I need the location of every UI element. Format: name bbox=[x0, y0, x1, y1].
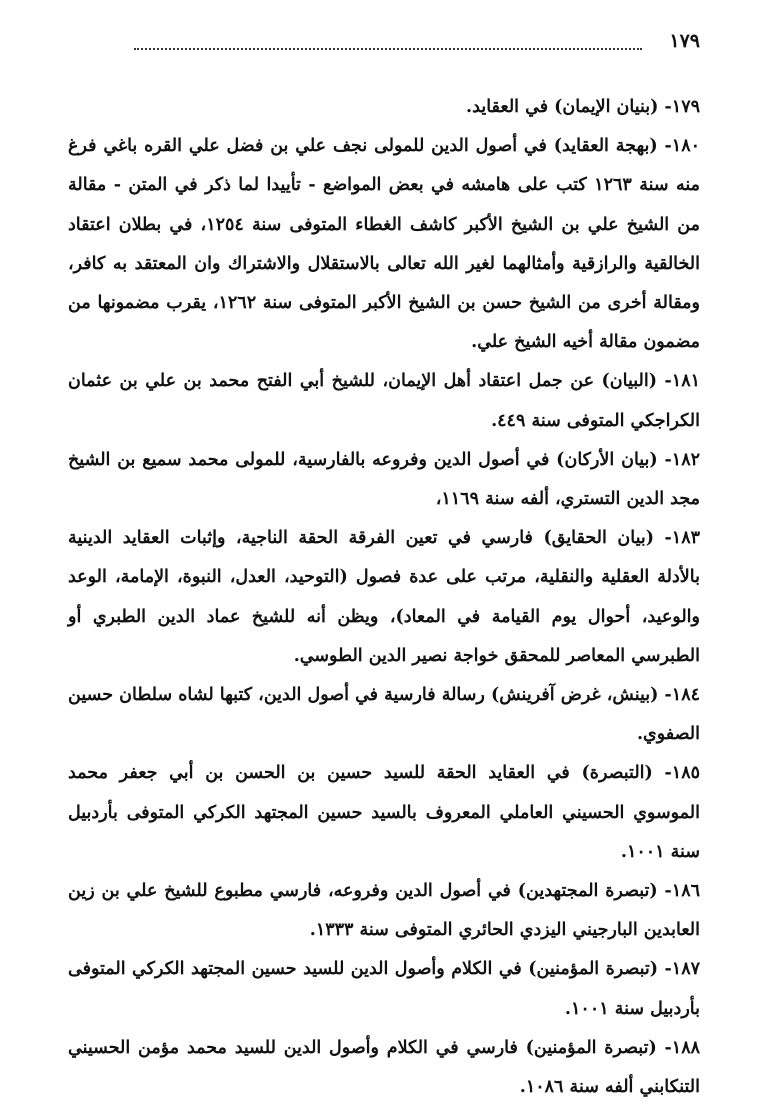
entry-185: ١٨٥- (التبصرة) في العقايد الحقة للسيد حسين بن الحسن بن أبي جعفر محمد الموسوي الحسيني العاملي المعروف بالسيد حسين المجتهد الكركي المتوفى بأردبيل سنة ١٠٠١. bbox=[68, 763, 700, 862]
entries-list bbox=[68, 88, 700, 1107]
entry-183: ١٨٣- (بيان الحقايق) فارسي في تعين الفرقة الحقة الناجية، وإثبات العقايد الدينية بالأدلة العقلية والنقلية، مرتب على عدة فصول (التوحيد، العدل، النبوة، الإمامة، الوعد والوعيد، أحوال يوم القيامة في المعاد)، ويظن أنه للشيخ عماد الدين الطبري أو الطبرسي المعاصر للمحقق خواجة نصير الدين الطوسي. bbox=[68, 528, 700, 666]
entry-182: ١٨٢- (بيان الأركان) في أصول الدين وفروعه بالفارسية، للمولى محمد سميع بن الشيخ مجد الدين التستري، ألفه سنة ١١٦٩، bbox=[68, 449, 700, 510]
entry-180: ١٨٠- (بهجة العقايد) في أصول الدين للمولى نجف علي بن فضل علي القره باغي فرغ منه سنة ١٢٦٣ كتب على هامشه في بعض المواضع - تأييدا لما ذكر في المتن - مقالة من الشيخ علي بن الشيخ الأكبر كاشف الغطاء المتوفى سنة ١٢٥٤، في بطلان اعتقاد الخالقية والرازقية وأمثالهما لغير الله تعالى بالاستقلال والاشتراك وان المعتقد به كافر، ومقالة أخرى من الشيخ حسن بن الشيخ الأكبر المتوفى سنة ١٢٦٢، يقرب مضمونها من مضمون مقالة أخيه الشيخ علي. bbox=[68, 136, 701, 353]
entry-181: ١٨١- (البيان) عن جمل اعتقاد أهل الإيمان، للشيخ أبي الفتح محمد بن علي بن عثمان الكراجكي المتوفى سنة ٤٤٩. bbox=[68, 371, 700, 431]
entry-184: ١٨٤- (بينش، غرض آفرينش) رسالة فارسية في أصول الدين، كتبها لشاه سلطان حسين الصفوي. bbox=[68, 685, 700, 745]
entry-179: ١٧٩- (بنيان الإيمان) في العقايد. bbox=[466, 97, 700, 117]
entry-186: ١٨٦- (تبصرة المجتهدين) في أصول الدين وفروعه، فارسي مطبوع للشيخ علي بن زين العابدين البارجيني اليزدي الحائري المتوفى سنة ١٣٣٣. bbox=[68, 881, 700, 941]
entry-187: ١٨٧- (تبصرة المؤمنين) في الكلام وأصول الدين للسيد حسين المجتهد الكركي المتوفى بأردبيل سنة ١٠٠١. bbox=[68, 959, 700, 1019]
dotted-rule bbox=[134, 48, 642, 50]
page-number: ١٧٩ bbox=[669, 30, 700, 52]
entry-188: ١٨٨- (تبصرة المؤمنين) فارسي في الكلام وأصول الدين للسيد محمد مؤمن الحسيني التنكابني ألفه سنة ١٠٨٦. bbox=[68, 1037, 700, 1098]
page-header bbox=[68, 30, 700, 58]
